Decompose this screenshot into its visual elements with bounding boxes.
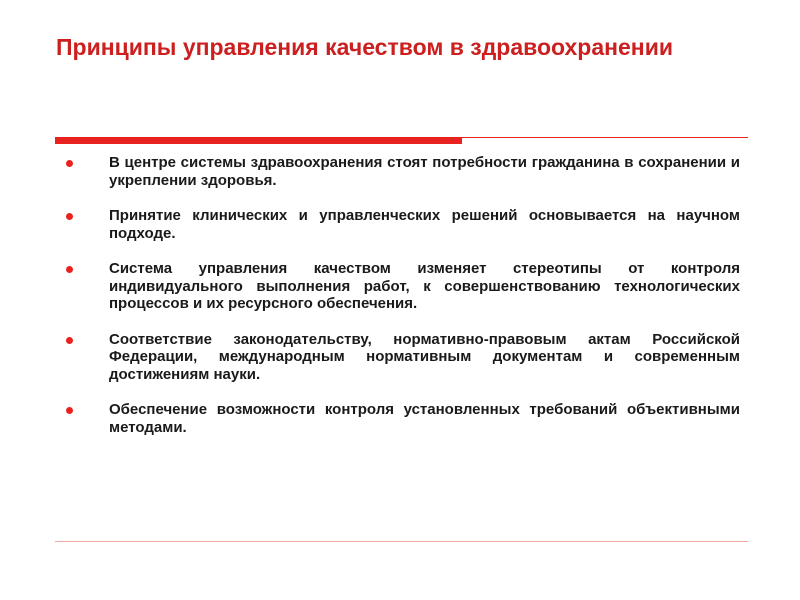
bullet-text: Обеспечение возможности контроля установленных требований объективными методами. <box>109 401 740 436</box>
bullet-dot-icon <box>66 407 73 414</box>
list-item <box>60 401 740 436</box>
list-item <box>60 207 740 242</box>
title-divider-thin <box>462 137 748 138</box>
bullet-text: Соответствие законодательству, нормативно-правовым актам Российской Федерации, международным нормативным документам и современным достижениям науки. <box>109 330 740 383</box>
bullet-text: Принятие клинических и управленческих решений основывается на научном подходе. <box>109 207 740 242</box>
bullet-dot-icon <box>66 266 73 273</box>
list-item <box>60 331 740 384</box>
list-item <box>60 260 740 313</box>
bullet-dot-icon <box>66 213 73 220</box>
footer-divider <box>55 541 748 542</box>
bullet-dot-icon <box>66 160 73 167</box>
bullet-text: В центре системы здравоохранения стоят потребности гражданина в сохранении и укреплении здоровья. <box>109 154 740 189</box>
bullet-list <box>60 154 740 436</box>
title-divider-thick <box>55 137 462 144</box>
list-item <box>60 154 740 189</box>
bullet-text: Система управления качеством изменяет стереотипы от контроля индивидуального выполнения работ, к совершенствованию технологических процессов и их ресурсного обеспечения. <box>109 260 740 312</box>
slide-title: Принципы управления качеством в здравоохранении <box>56 34 673 60</box>
bullet-dot-icon <box>66 337 73 344</box>
